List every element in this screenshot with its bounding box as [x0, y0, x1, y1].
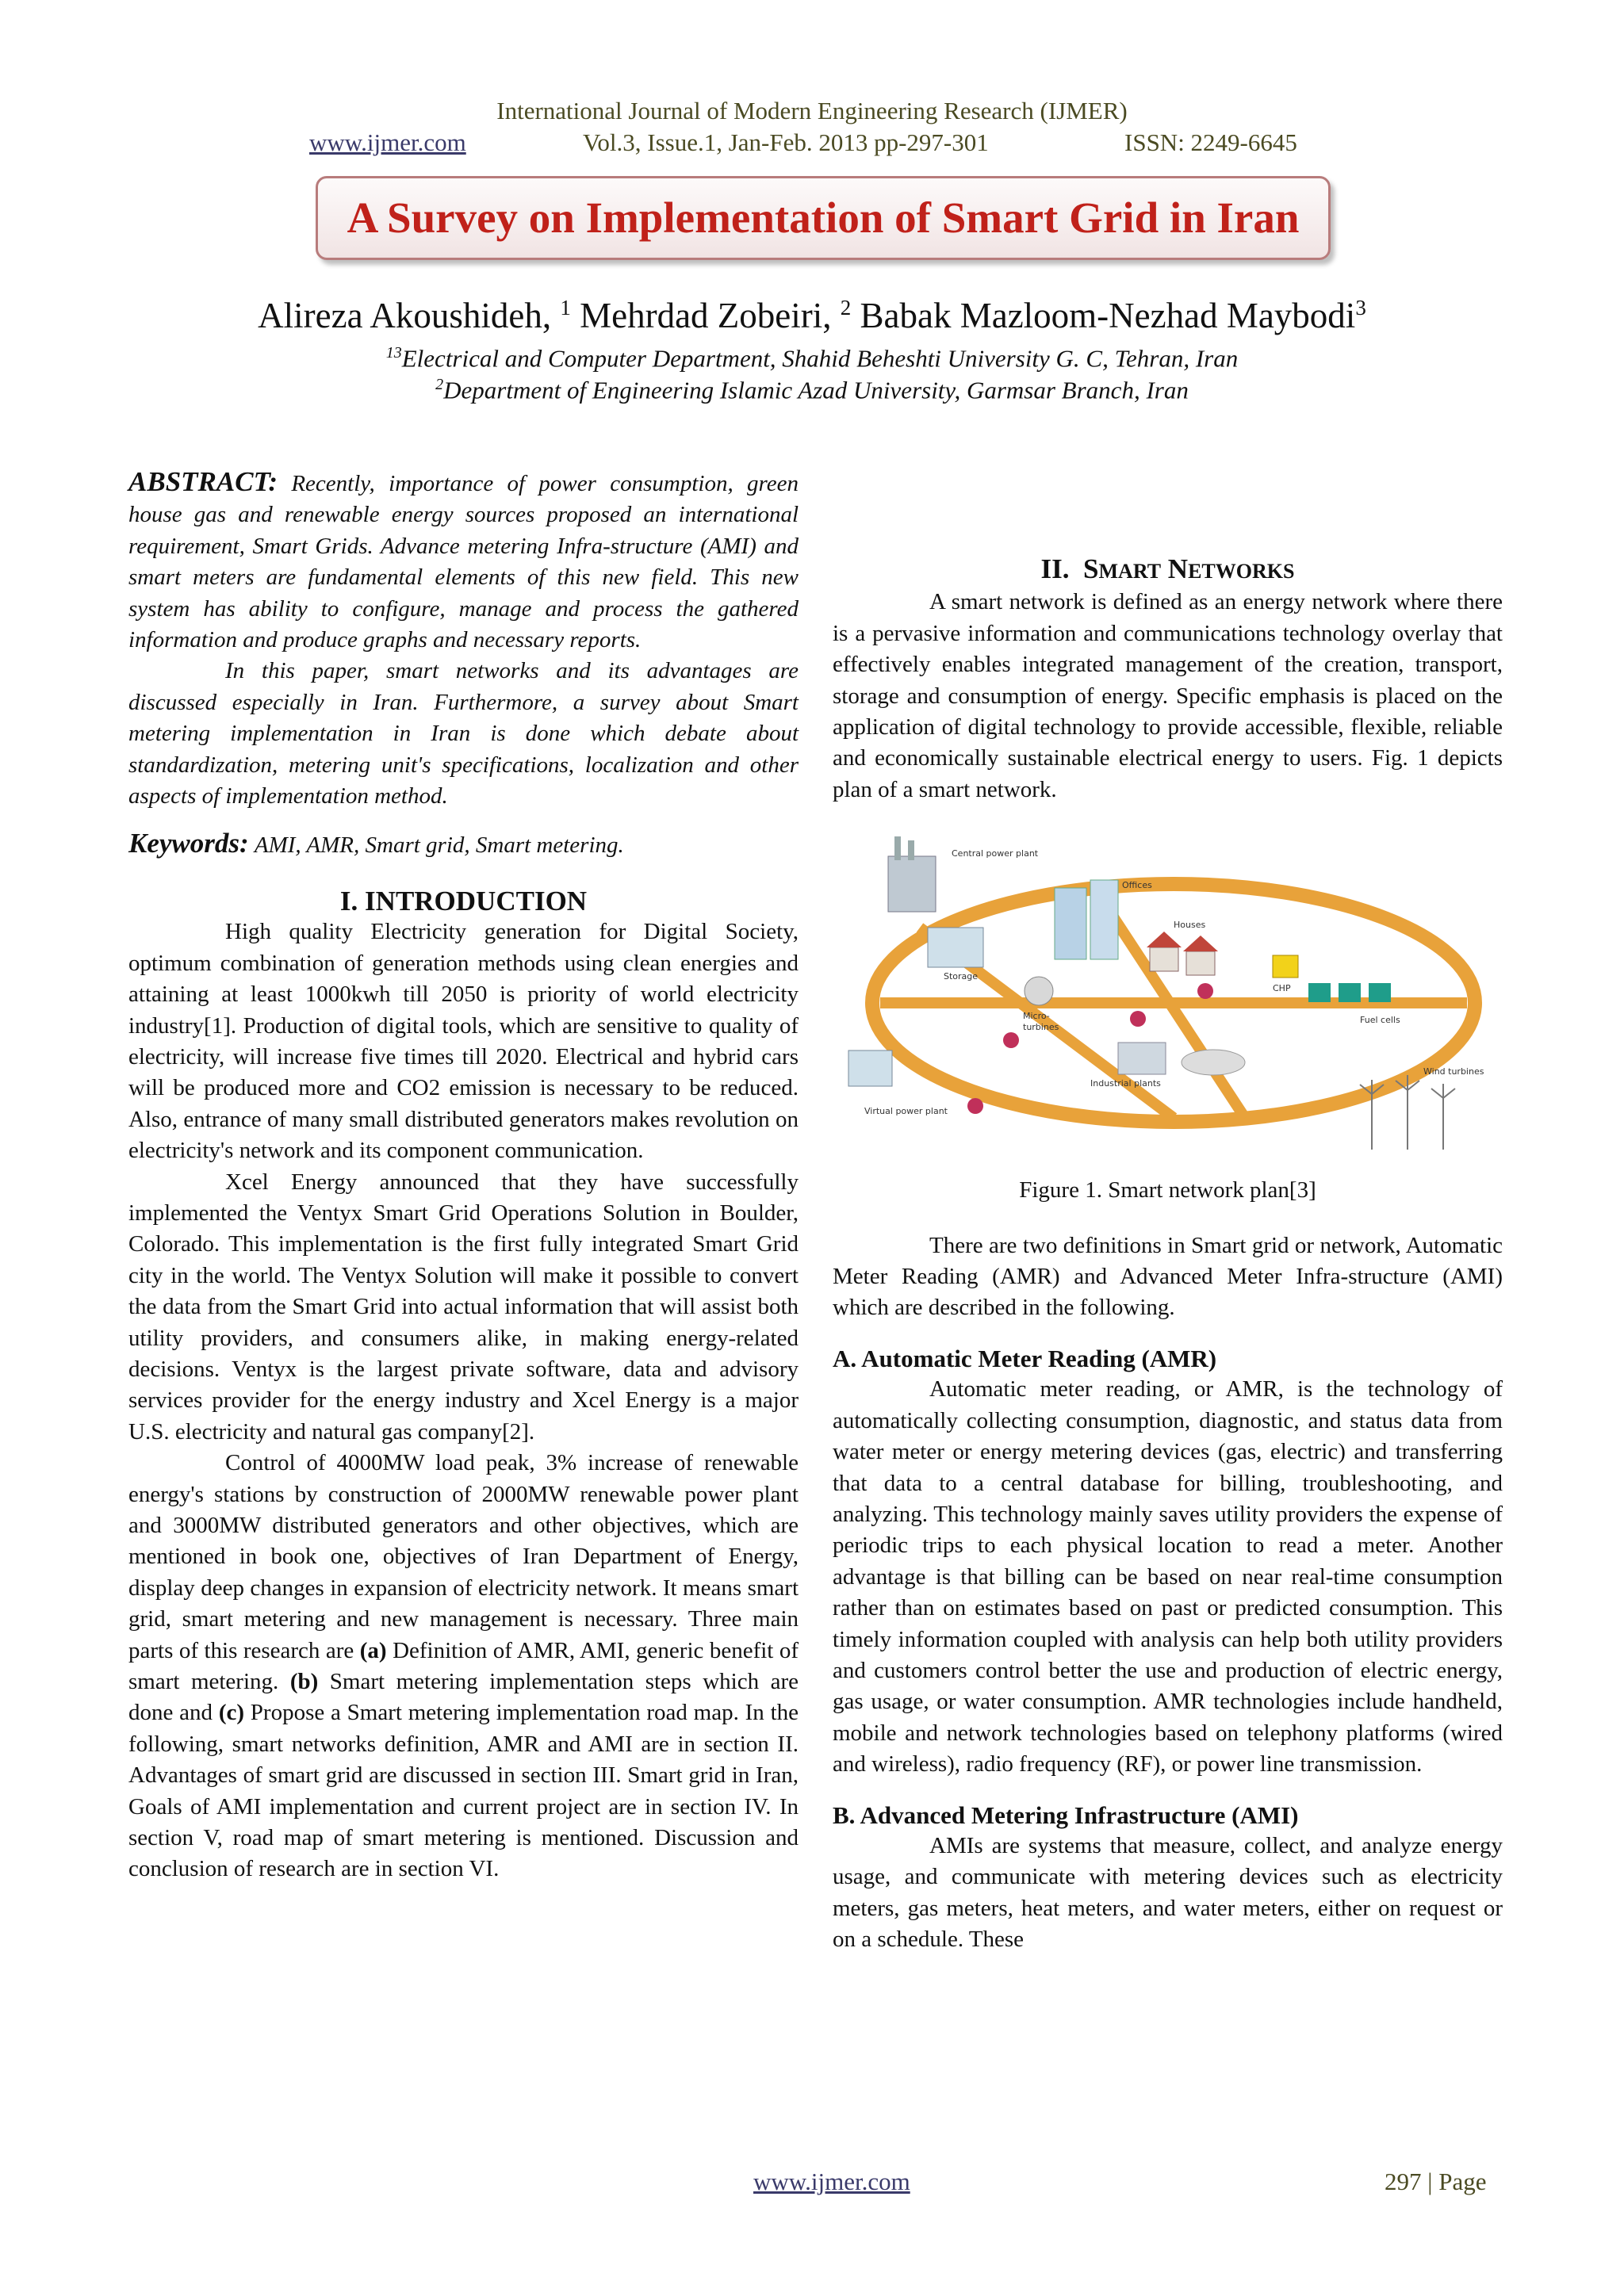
author-1-sup: 1 [560, 296, 571, 320]
label-industrial-plants: Industrial plants [1090, 1078, 1161, 1089]
intro-mark-b: (b) [289, 1669, 319, 1695]
chimney-icon [894, 836, 901, 860]
sn-heading-n: N [1167, 553, 1189, 584]
house-icon [1150, 947, 1178, 971]
figure-caption: Figure 1. Smart network plan[3] [1019, 1177, 1316, 1203]
network-node-icon [1130, 1011, 1146, 1027]
intro-p3-part-d: Propose a Smart metering implementation road map. In the following, smart networks definition, AMR and AMI are in section II. Advantages of smart grid are discussed in section III. Smart grid in Iran, Goals of AMI implementation and current project are in section IV. In section V, road map of smart metering is mentioned. Discussion and conclusion of research are in section VI. [128, 1700, 799, 1882]
label-wind-turbines: Wind turbines [1423, 1066, 1484, 1077]
footer-page-number: 297 | Page [1385, 2168, 1487, 2195]
affiliation-2-sup: 2 [435, 376, 444, 393]
ami-paragraph: AMIs are systems that measure, collect, and analyze energy usage, and communicate with metering devices such as electricity meters, gas meters, heat meters, and water meters, either on request or on a schedule. These [833, 1832, 1503, 1953]
abstract-label: ABSTRACT: [128, 466, 278, 497]
affiliation-2-text: Department of Engineering Islamic Azad University, Garmsar Branch, Iran [443, 376, 1189, 404]
sn-heading-s: S [1083, 553, 1099, 584]
smart-networks-paragraph: A smart network is defined as an energy network where there is a pervasive information and communications technology overlay that effectively enables integrated management of the creation, transport, storage and consumption of energy. Specific emphasis is placed on the application of digital technology to provide accessible, flexible, reliable and economically sustainable electrical energy to users. Fig. 1 depicts plan of a smart network. [833, 589, 1503, 802]
keywords-label: Keywords: [128, 828, 249, 859]
affiliation-1-text: Electrical and Computer Department, Shahid Beheshti University G. C, Tehran, Iran [401, 344, 1239, 373]
smart-networks-heading [833, 553, 1503, 587]
label-chp: CHP [1273, 983, 1291, 994]
paper-title: A Survey on Implementation of Smart Grid in Iran [347, 193, 1300, 242]
network-node-icon [1003, 1032, 1019, 1048]
intro-paragraph-3 [128, 1448, 799, 1885]
amr-heading: A. Automatic Meter Reading (AMR) [833, 1344, 1217, 1372]
chimney-icon [908, 840, 914, 860]
intro-mark-c: (c) [218, 1700, 244, 1726]
intro-p3-part-c: Smart metering implementation steps which are done and [128, 1669, 799, 1726]
footer-url-link[interactable]: www.ijmer.com [753, 2168, 910, 2195]
ami-heading: B. Advanced Metering Infrastructure (AMI) [833, 1800, 1299, 1829]
sn-heading-etworks: ETWORKS [1188, 560, 1295, 583]
right-column [833, 466, 1503, 1956]
storage-icon [928, 928, 983, 967]
industrial-plant-icon [1118, 1043, 1166, 1074]
left-column [128, 466, 799, 1885]
amr-paragraph: Automatic meter reading, or AMR, is the technology of automatically collecting consumption, diagnostic, and status data from water meter or energy metering devices (gas, electric) and transferring that data to a central database for billing, troubleshooting, and analyzing. This technology mainly saves utility providers the expense of periodic trips to each physical location to read a meter. Another advantage is that billing can be based on near real-time consumption rather than on estimates based on past or predicted consumption. This timely information coupled with analysis can help both utility providers and customers control better the use and production of electric energy, gas usage, or water consumption. AMR technologies include handheld, mobile and network technologies based on telephony platforms (wired and wireless), radio frequency (RF), or power line transmission. [833, 1376, 1503, 1777]
network-node-icon [967, 1098, 983, 1114]
label-houses: Houses [1174, 920, 1206, 931]
spacer [128, 812, 799, 828]
journal-title: International Journal of Modern Engineering Research (IJMER) [496, 97, 1128, 124]
label-offices: Offices [1122, 880, 1152, 891]
intro-p3-part-a: Control of 4000MW load peak, 3% increase of renewable energy's stations by construction of 2000MW renewable power plant and 3000MW distributed generators and other objectives, which are mentioned in book one, objectives of Iran Department of Energy, display deep changes in expansion of electricity network. It means smart grid, smart metering and new management is necessary. Three main parts of this research are [128, 1450, 799, 1663]
keywords-text: AMI, AMR, Smart grid, Smart metering. [254, 832, 624, 859]
virtual-power-plant-icon [848, 1050, 892, 1086]
affiliation-2 [0, 376, 1624, 404]
house-roof-icon [1183, 936, 1218, 951]
industrial-tank-icon [1182, 1050, 1245, 1075]
intro-paragraph-1: High quality Electricity generation for Digital Society, optimum combination of generation methods using clean energies and attaining at least 1000kwh till 2050 is priority of world electricity industry[1]. Production of digital tools, which are sensitive to quality of electricity, will increase five times till 2020. Electrical and hybrid cars will be produced more and CO2 emission is necessary to be reduced. Also, entrance of many small distributed generators makes revolution on electricity's network and its component communication. [128, 919, 799, 1164]
author-2-sup: 2 [840, 296, 852, 320]
author-1: Alireza Akoushideh, [258, 296, 552, 335]
fuel-cell-icon [1339, 983, 1361, 1002]
journal-url-link[interactable]: www.ijmer.com [309, 128, 466, 156]
label-virtual-power-plant: Virtual power plant [864, 1106, 948, 1117]
office-building-icon [1055, 888, 1086, 959]
house-roof-icon [1147, 932, 1182, 947]
house-icon [1186, 951, 1215, 975]
micro-turbine-icon [1025, 977, 1053, 1005]
chp-icon [1273, 955, 1298, 978]
issn-info: ISSN: 2249-6645 [1124, 128, 1297, 156]
central-power-plant-icon [888, 856, 936, 912]
sn-heading-mart: MART [1098, 560, 1162, 583]
affiliation-1-sup: 13 [385, 344, 402, 362]
author-2: Mehrdad Zobeiri, [580, 296, 832, 335]
abstract-paragraph-1 [128, 466, 799, 656]
fuel-cell-icon [1369, 983, 1391, 1002]
label-fuel-cells: Fuel cells [1360, 1015, 1400, 1026]
author-3-sup: 3 [1355, 296, 1366, 320]
intro-heading: I. INTRODUCTION [339, 885, 588, 916]
author-3: Babak Mazloom-Nezhad Maybodi [860, 296, 1356, 335]
intro-paragraph-2: Xcel Energy announced that they have successfully implemented the Ventyx Smart Grid Operations Solution in Boulder, Colorado. This implementation is the first fully integrated Smart Grid city in the world. The Ventyx Solution will make it possible to convert the data from the Smart Grid into actual information that will assist both utility providers, and consumers alike, in making energy-related decisions. Ventyx is the largest private software, data and advisory services provider for the energy industry and Xcel Energy is a major U.S. electricity and natural gas company[2]. [128, 1169, 799, 1445]
authors-line [0, 295, 1624, 336]
intro-p3-part-b: Definition of AMR, AMI, generic benefit of smart metering. [128, 1637, 799, 1695]
volume-info: Vol.3, Issue.1, Jan-Feb. 2013 pp-297-301 [583, 128, 989, 156]
office-building-icon [1090, 880, 1118, 959]
label-storage: Storage [944, 971, 979, 982]
network-node-icon [1197, 983, 1213, 999]
definitions-intro-paragraph: There are two definitions in Smart grid or network, Automatic Meter Reading (AMR) and Advanced Meter Infra-structure (AMI) which are described in the following. [833, 1232, 1503, 1321]
label-micro: Micro- [1023, 1011, 1050, 1022]
spacer [833, 1207, 1503, 1230]
fuel-cell-icon [1308, 983, 1331, 1002]
sn-heading-num: II. [1040, 553, 1070, 584]
title-box [316, 176, 1331, 260]
smart-network-diagram [833, 832, 1503, 1156]
label-turbines: turbines [1023, 1022, 1059, 1033]
label-central-power-plant: Central power plant [952, 848, 1039, 859]
abstract-text-1: Recently, importance of power consumption, green house gas and renewable energy sources proposed an international requirement, Smart Grids. Advance metering Infra-structure (AMI) and smart meters are fundamental elements of this new field. This new system has ability to configure, manage and process the gathered information and produce graphs and necessary reports. [128, 471, 799, 653]
abstract-paragraph-2: In this paper, smart networks and its advantages are discussed especially in Iran. Furthermore, a survey about Smart metering implementation in Iran is done which debate about standardization, metering unit's specifications, localization and other aspects of implementation method. [128, 658, 799, 809]
affiliation-1 [0, 344, 1624, 373]
intro-mark-a: (a) [359, 1637, 387, 1663]
keywords-line [128, 828, 799, 861]
smart-network-figure [833, 832, 1503, 1156]
